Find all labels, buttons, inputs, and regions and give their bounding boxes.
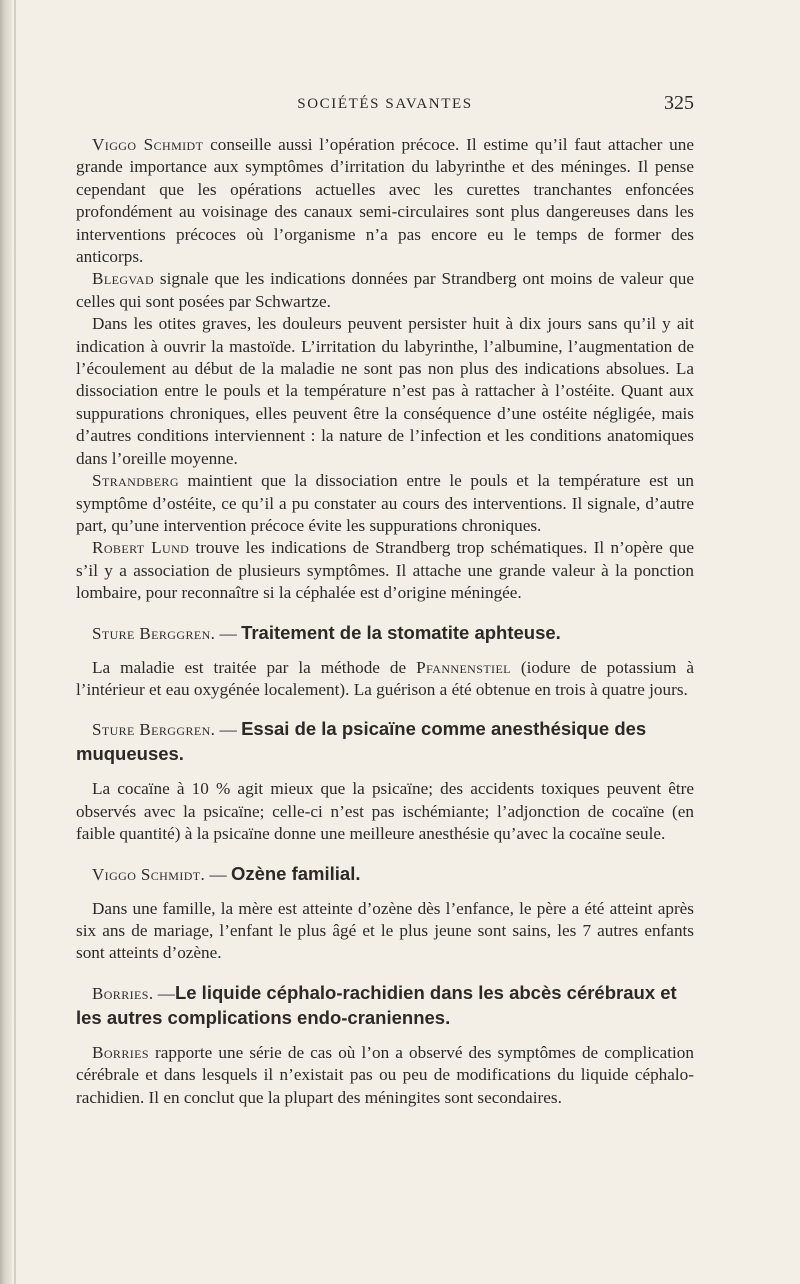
paragraph-text: Dans les otites graves, les douleurs peuvent persister huit à dix jours sans qu’il y ait indication à ouvrir la mastoïde. L’irritation du labyrinthe, l’albumine, l’augmentation de l’écoulement au début de la maladie ne sont pas non plus des indications absolues. La dissociation entre le pouls et la température n’est pas à rattacher à l’ostéite. Quant aux suppurations chroniques, elles peuvent être la conséquence d’une ostéite négligée, mais d’autres conditions interviennent : la nature de l’infection et les conditions anatomiques dans l’oreille moyenne. [76,314,694,468]
author-name: Strandberg [92,471,179,491]
section-title: Traitement de la stomatite aphteuse. [241,621,561,643]
author-name: Blegvad [92,269,155,289]
page-binding-shadow [14,0,16,1284]
paragraph-text: trouve les indications de Strandberg trop schématiques. Il n’opère que s’il y a association de plusieurs symptômes. Il attache une grande valeur à la ponction lombaire, pour reconnaître si la céphalée est d’origine méningée. [76,538,695,603]
section-body-text: La cocaïne à 10 % agit mieux que la psicaïne; des accidents toxiques peuvent être observés avec la psicaïne; celle-ci n’est pas ischémiante; l’adjonction de cocaïne (en faible quantité) à la psicaïne donne une meilleure anesthésie qu’avec la cocaïne seule. [76,779,694,844]
paragraph-viggo-schmidt [76,134,694,268]
paragraph-robert-lund [76,537,694,604]
section-body-liquide [76,1042,694,1109]
section-body-psicaine [76,778,694,845]
section-heading-stomatite [76,621,694,646]
section-author: Sture Berggren. [92,623,216,643]
page-number: 325 [664,92,694,114]
section-title: Essai de la psicaïne comme anesthésique des muqueuses. [76,718,647,765]
section-author: Sture Berggren. [92,720,216,740]
section-heading-psicaine [76,717,694,767]
section-author: Viggo Schmidt. [92,864,206,884]
author-name: Robert Lund [92,538,190,558]
section-heading-liquide [76,981,694,1031]
section-dash: — [153,983,175,1003]
paragraph-blegvad [76,268,694,313]
paragraph-text: maintient que la dissociation entre le pouls et la température est un symptôme d’ostéite, ce qu’il a pu constater au cours des interventions. Il signale, d’autre part, qu’une intervention précoce évite les suppurations chroniques. [76,471,694,535]
paragraph-text: conseille aussi l’opération précoce. Il estime qu’il faut attacher une grande importance aux symptômes d’irritation du labyrinthe et des méninges. Il pense cependant que les opérations actuelles avec les curettes tranchantes enfoncées profondément au voisinage des canaux semi-circulaires sont plus dangereuses dans les interventions précoces où l’organisme n’a pas encore eu le temps de former des anticorps. [76,135,695,267]
section-body-text: rapporte une série de cas où l’on a observé des symptômes de complication cérébrale et dans lesquels il n’existait pas ou peu de modifications du liquide céphalo-rachidien. Il en conclut que la plupart des méningites sont secondaires. [76,1042,694,1107]
section-title: Le liquide céphalo-rachidien dans les abcès cérébraux et les autres complications endo-craniennes. [76,981,677,1028]
section-title: Ozène familial. [230,862,361,884]
section-body-text: Dans une famille, la mère est atteinte d’ozène dès l’enfance, le père a été atteint après six ans de mariage, l’enfant le plus âgé et le plus jeune sont sains, les 7 autres enfants sont atteints d’ozène. [76,898,694,963]
section-dash: — [215,720,242,740]
section-body-text: La maladie est traitée par la méthode de [92,657,417,677]
paragraph-strandberg [76,470,694,537]
paragraph-otites-graves [76,313,694,470]
section-body-stomatite [76,657,694,702]
cited-author: Borries [92,1042,149,1062]
section-body-text: (iodure de potassium à l’intérieur et eau oxygénée localement). La guérison a été obtenue en trois à quatre jours. [76,657,694,699]
page-binding-edge [0,0,12,1284]
page-content [76,134,694,1109]
section-dash: — [215,623,242,643]
section-author: Borries. [92,983,154,1003]
section-heading-ozene [76,862,694,887]
section-body-ozene [76,898,694,965]
section-dash: — [205,864,231,884]
running-head [76,92,694,120]
running-title: SOCIÉTÉS SAVANTES [297,96,473,112]
paragraph-text: signale que les indications données par Strandberg ont moins de valeur que celles qui sont posées par Schwartze. [76,269,694,311]
author-name: Viggo Schmidt [92,135,204,154]
cited-author: Pfannenstiel [416,657,511,677]
